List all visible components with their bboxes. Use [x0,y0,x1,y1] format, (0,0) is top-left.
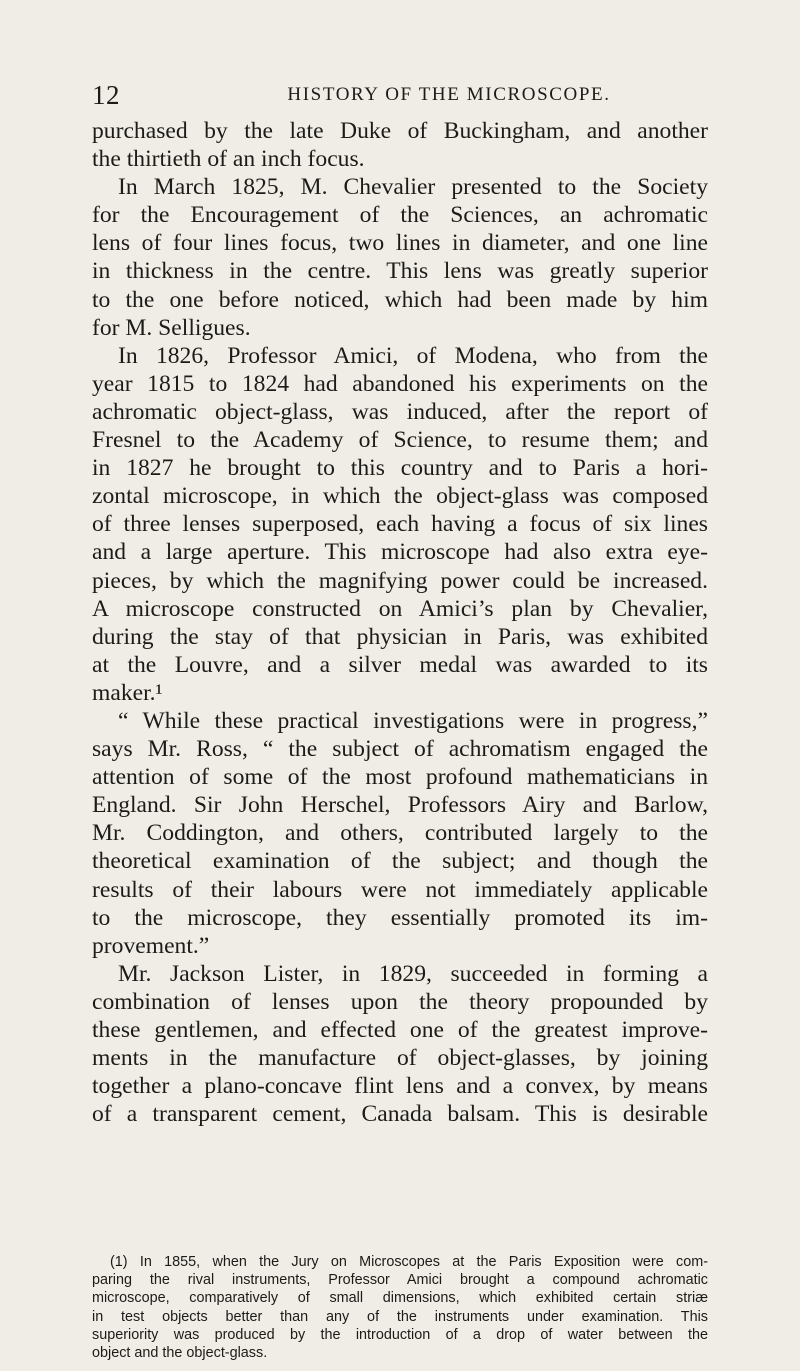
text-line: “ While these practical investigations were in progress,” [118,707,708,734]
text-line: In 1826, Professor Amici, of Modena, who from the [118,342,708,369]
body-text [92,117,708,1128]
text-line: Fresnel to the Academy of Science, to resume them; and [92,427,708,454]
text-line: of three lenses superposed, each having a focus of six lines [92,511,708,538]
text-line: the thirtieth of an inch focus. [92,146,365,173]
text-line: England. Sir John Herschel, Professors Airy and Barlow, [92,792,708,819]
text-line: to the one before noticed, which had been made by him [92,286,708,313]
text-line: together a plano-concave flint lens and a convex, by means [92,1073,708,1100]
footnote-line: microscope, comparatively of small dimensions, which exhibited certain striæ [92,1290,708,1307]
text-line: of a transparent cement, Canada balsam. This is desirable [92,1101,708,1128]
text-line: at the Louvre, and a silver medal was awarded to its [92,651,708,678]
text-line: zontal microscope, in which the object-glass was composed [92,483,708,510]
text-line: provement.” [92,932,210,959]
text-line: combination of lenses upon the theory propounded by [92,988,708,1015]
running-title: HISTORY OF THE MICROSCOPE. [287,84,611,105]
text-line: says Mr. Ross, “ the subject of achromatism engaged the [92,736,708,763]
footnote-line: superiority was produced by the introduction of a drop of water between the [92,1326,708,1343]
footnote-line: (1) In 1855, when the Jury on Microscopes at the Paris Exposition were com- [110,1254,708,1270]
text-line: ments in the manufacture of object-glasses, by joining [92,1045,708,1072]
text-line: purchased by the late Duke of Buckingham, and another [92,118,708,144]
text-line: maker.¹ [92,679,163,706]
page-header [92,78,706,112]
footnote-line: paring the rival instruments, Professor Amici brought a compound achromatic [92,1272,708,1289]
text-line: year 1815 to 1824 had abandoned his experiments on the [92,370,708,397]
text-line: In March 1825, M. Chevalier presented to the Society [118,174,708,201]
text-line: results of their labours were not immediately applicable [92,876,708,903]
text-line: during the stay of that physician in Paris, was exhibited [92,623,708,650]
text-line: and a large aperture. This microscope had also extra eye- [92,539,708,566]
text-line: to the microscope, they essentially promoted its im- [92,904,708,931]
footnote [92,1253,708,1362]
text-line: A microscope constructed on Amici’s plan by Chevalier, [92,595,708,622]
text-line: in thickness in the centre. This lens was greatly superior [92,258,708,285]
text-line: theoretical examination of the subject; and though the [92,848,708,875]
text-line: pieces, by which the magnifying power could be increased. [92,567,708,594]
footnote-line: object and the object-glass. [92,1344,268,1361]
text-line: lens of four lines focus, two lines in diameter, and one line [92,230,708,257]
text-line: for M. Selligues. [92,314,251,341]
text-line: attention of some of the most profound mathematicians in [92,764,708,791]
page-number: 12 [92,80,120,110]
text-line: Mr. Coddington, and others, contributed largely to the [92,820,708,847]
text-line: in 1827 he brought to this country and to Paris a hori- [92,455,708,482]
text-line: achromatic object-glass, was induced, after the report of [92,398,708,425]
text-line: Mr. Jackson Lister, in 1829, succeeded in forming a [118,960,708,987]
text-line: these gentlemen, and effected one of the greatest improve- [92,1017,708,1043]
footnote-line: in test objects better than any of the instruments under examination. This [92,1308,708,1325]
text-line: for the Encouragement of the Sciences, an achromatic [92,202,708,229]
